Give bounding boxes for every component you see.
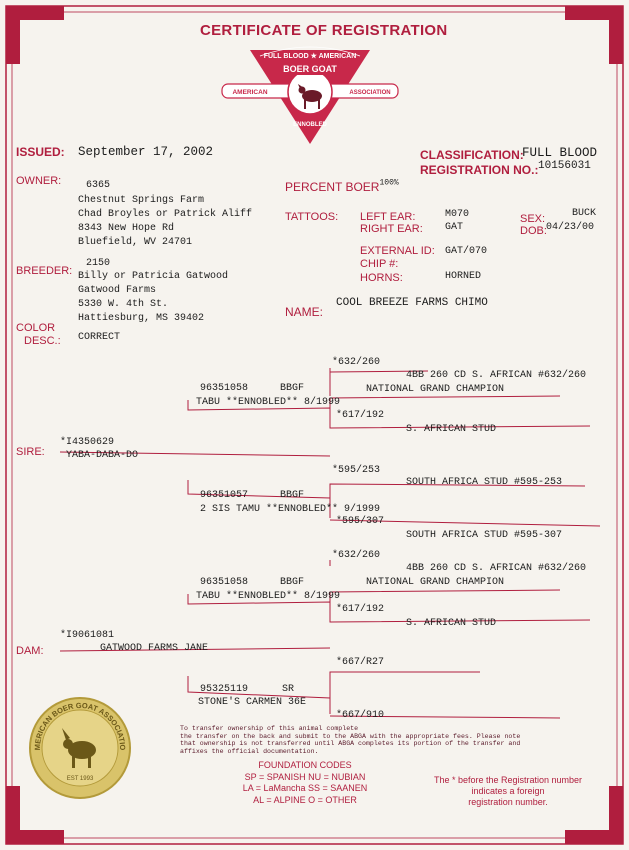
external-id-value: GAT/070: [445, 246, 488, 257]
sire-sire-name: TABU **ENNOBLED** 8/1999: [196, 397, 341, 408]
transfer-note: [180, 725, 520, 755]
sss-line2: NATIONAL GRAND CHAMPION: [366, 384, 505, 395]
sdd-reg: *595/307: [336, 516, 385, 527]
breeder-line-1: Billy or Patricia Gatwood: [78, 271, 229, 282]
logo-right-text: ASSOCIATION: [349, 90, 391, 96]
sire-sire-reg: 96351058: [200, 383, 249, 394]
desc-label: DESC.:: [24, 335, 61, 347]
seal-ring-text: MERICAN BOER GOAT ASSOCIATIO: [32, 700, 128, 751]
foreign-note-line-1: The * before the Registration number: [433, 775, 583, 785]
percent-boer-value: 100%: [379, 178, 399, 188]
sds-reg: *595/253: [332, 465, 381, 476]
dsd-reg: *617/192: [336, 604, 385, 615]
name-label: NAME:: [285, 305, 324, 319]
color-label: COLOR: [16, 322, 56, 334]
tattoos-label: TATTOOS:: [285, 211, 339, 223]
dam-name: GATWOOD FARMS JANE: [100, 643, 209, 654]
foreign-note-line-3: registration number.: [468, 797, 548, 807]
dds-reg: *667/R27: [336, 657, 385, 668]
breeder-line-4: Hattiesburg, MS 39402: [78, 313, 205, 324]
gold-seal: [28, 696, 132, 800]
owner-line-1: Chestnut Springs Farm: [78, 195, 205, 206]
ddd-reg: *667/910: [336, 710, 385, 721]
dam-dam-reg: 95325119: [200, 684, 249, 695]
sds-line1: SOUTH AFRICA STUD #595-253: [406, 477, 563, 488]
foundation-title: FOUNDATION CODES: [258, 760, 352, 770]
transfer-note-line-1: To transfer ownership of this animal complete: [180, 725, 359, 732]
foreign-note: [418, 775, 598, 808]
sire-sire-code: BBGF: [280, 383, 305, 394]
sire-id: *I4350629: [60, 437, 115, 448]
dss-line1: 4BB 260 CD S. AFRICAN #632/260: [406, 563, 587, 574]
dam-label: DAM:: [16, 645, 44, 657]
sss-reg: *632/260: [332, 357, 381, 368]
logo-bottom-text: ENNOBLED: [293, 122, 327, 128]
breeder-line-2: Gatwood Farms: [78, 285, 157, 296]
foundation-codes: [220, 760, 390, 806]
ssd-reg: *617/192: [336, 410, 385, 421]
dam-sire-code: BBGF: [280, 577, 305, 588]
registration-number: 10156031: [538, 160, 591, 172]
certificate-title: CERTIFICATE OF REGISTRATION: [200, 22, 448, 39]
foundation-row-3: AL = ALPINE O = OTHER: [253, 794, 357, 805]
owner-line-4: Bluefield, WV 24701: [78, 237, 193, 248]
logo-top-text: FULL BLOOD ★ AMERICAN: [263, 53, 357, 60]
breeder-line-3: 5330 W. 4th St.: [78, 299, 169, 310]
horns-value: HORNED: [445, 271, 482, 282]
external-id-label: EXTERNAL ID:: [360, 245, 435, 257]
sex-label: SEX:: [520, 213, 546, 225]
percent-boer-label: PERCENT BOER: [285, 180, 380, 194]
breeder-label: BREEDER:: [16, 265, 73, 277]
dam-sire-name: TABU **ENNOBLED** 8/1999: [196, 591, 341, 602]
owner-line-3: 8343 New Hope Rd: [78, 223, 175, 234]
foreign-note-line-2: indicates a foreign: [471, 786, 545, 796]
dam-dam-name: STONE'S CARMEN 36E: [198, 697, 307, 708]
color-desc-value: CORRECT: [78, 332, 121, 343]
seal-est-text: EST 1993: [66, 776, 94, 782]
dsd-line1: S. AFRICAN STUD: [406, 618, 497, 629]
animal-name: COOL BREEZE FARMS CHIMO: [336, 297, 488, 309]
dob-label: DOB:: [520, 225, 547, 237]
dss-reg: *632/260: [332, 550, 381, 561]
sire-label: SIRE:: [16, 446, 45, 458]
left-ear-label: LEFT EAR:: [360, 211, 416, 223]
breeder-number: 2150: [86, 258, 111, 269]
sire-dam-reg: 96351057: [200, 490, 249, 501]
left-ear-value: M070: [445, 209, 470, 220]
owner-line-2: Chad Broyles or Patrick Aliff: [78, 209, 253, 220]
registration-label: REGISTRATION NO.:: [420, 163, 539, 177]
issued-label: ISSUED:: [16, 145, 65, 159]
dob-value: 04/23/00: [546, 222, 595, 233]
ssd-line1: S. AFRICAN STUD: [406, 424, 497, 435]
owner-label: OWNER:: [16, 175, 62, 187]
abga-logo: [220, 44, 400, 148]
issued-date: September 17, 2002: [78, 145, 214, 159]
transfer-note-line-4: affixes the official documentation.: [180, 747, 319, 755]
foundation-row-1: SP = SPANISH NU = NUBIAN: [244, 771, 366, 782]
dam-sire-reg: 96351058: [200, 577, 249, 588]
sex-value: BUCK: [572, 208, 597, 219]
dam-dam-code: SR: [282, 684, 295, 695]
classification-label: CLASSIFICATION:: [420, 148, 524, 162]
sdd-line1: SOUTH AFRICA STUD #595-307: [406, 530, 563, 541]
logo-left-text: AMERICAN: [232, 89, 268, 96]
logo-banner-text: BOER GOAT: [283, 64, 337, 74]
transfer-note-line-2: the transfer on the back and submit to the ABGA with the appropriate fees. Please note: [180, 732, 521, 740]
classification-value: FULL BLOOD: [522, 146, 598, 160]
owner-number: 6365: [86, 180, 111, 191]
sire-dam-code: BBGF: [280, 490, 305, 501]
chip-label: CHIP #:: [360, 258, 399, 270]
percent-boer: [285, 178, 399, 196]
sss-line1: 4BB 260 CD S. AFRICAN #632/260: [406, 370, 587, 381]
dam-id: *I9061081: [60, 630, 115, 641]
sire-dam-name: 2 SIS TAMU **ENNOBLED** 9/1999: [200, 504, 381, 515]
horns-label: HORNS:: [360, 272, 403, 284]
sire-name: YABA-DABA-DO: [66, 450, 139, 461]
transfer-note-line-3: that ownership is not transferred until ABGA completes its portion of the transfer and: [180, 740, 521, 748]
foundation-row-2: LA = LaMancha SS = SAANEN: [242, 783, 368, 793]
right-ear-label: RIGHT EAR:: [360, 223, 423, 235]
right-ear-value: GAT: [445, 222, 464, 233]
dss-line2: NATIONAL GRAND CHAMPION: [366, 577, 505, 588]
